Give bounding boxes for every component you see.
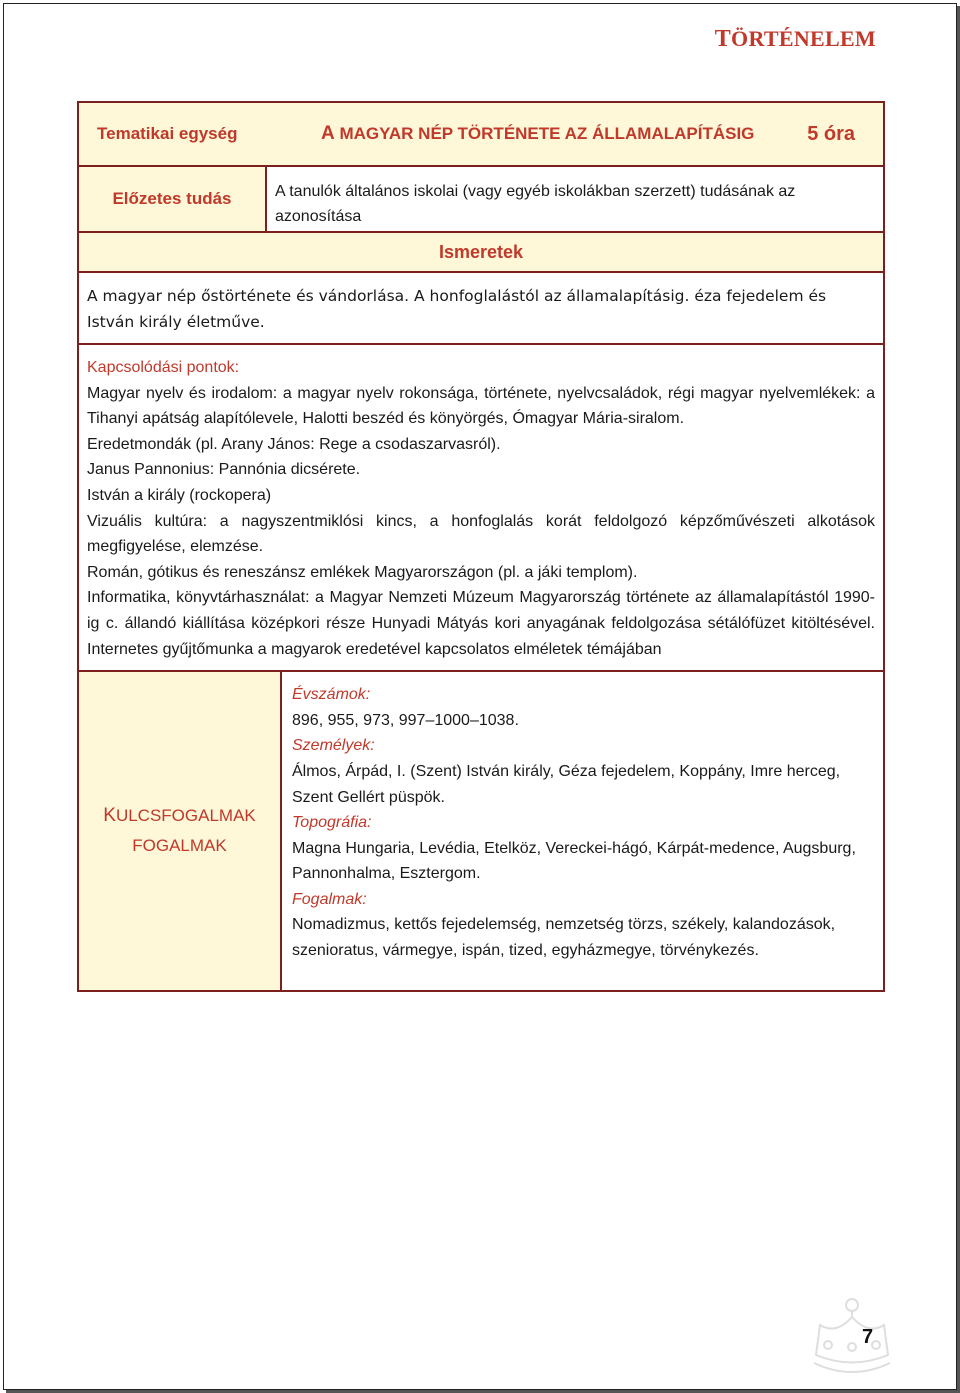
topography-label: Topográfia: (292, 814, 372, 832)
theme-hours: 5 óra (807, 122, 855, 145)
topography-text: Magna Hungaria, Levédia, Etelköz, Vereckei-hágó, Kárpát-medence, Augsburg, Pannonhalma, Esztergom. (292, 839, 856, 883)
key-concepts-row (79, 672, 883, 990)
theme-title (269, 123, 773, 145)
theme-label: Tematikai egység (97, 124, 238, 143)
connections-line: Informatika, könyvtárhasználat: a Magyar Nemzeti Múzeum Magyarország története az államalapítástól 1990-ig c. állandó kiállítása középkori része Hunyadi Mátyás kori anyagának feldolgozása sétálófüzet kitöltésével. Internetes gyűjtőmunka a magyarok eredetével kapcsolatos elméletek témájában (87, 589, 875, 658)
connections-line: Román, gótikus és reneszánsz emlékek Magyarországon (pl. a jáki templom). (87, 563, 638, 581)
prior-knowledge-text: A tanulók általános iskolai (vagy egyéb iskolákban szerzett) tudásának az azonosítása (275, 183, 796, 225)
knowledge-text-row (79, 273, 883, 345)
dates-text: 896, 955, 973, 997–1000–1038. (292, 711, 519, 729)
knowledge-heading: Ismeretek (438, 241, 524, 262)
connections-line: Magyar nyelv és irodalom: a magyar nyelv rokonsága, története, nyelvcsaládok, régi magyar nyelvemlékek: a Tihanyi apátság alapítólevele, Halotti beszéd és könyörgés, Ómagyar Mária-siralom. (87, 384, 875, 428)
prior-knowledge-row (79, 167, 883, 233)
connections-line: Vizuális kultúra: a nagyszentmiklósi kincs, a honfoglalás korát feldolgozó képzőművészeti alkotások megfigyelése, elemzése. (87, 512, 875, 556)
header-title-initial: T (714, 26, 732, 52)
key-concepts-initial: K (103, 805, 116, 827)
header-title-rest: ÖRTÉNELEM (731, 26, 876, 51)
theme-title-rest: MAGYAR NÉP TÖRTÉNETE AZ ÁLLAMALAPÍTÁSIG (334, 124, 755, 143)
persons-text: Álmos, Árpád, I. (Szent) István király, Géza fejedelem, Koppány, Imre herceg, Szent Gellért püspök. (292, 762, 841, 806)
persons-label: Személyek: (292, 737, 375, 755)
prior-knowledge-label: Előzetes tudás (79, 167, 267, 231)
connections-line: Eredetmondák (pl. Arany János: Rege a csodaszarvasról). (87, 435, 501, 453)
dates-label: Évszámok: (292, 686, 371, 704)
theme-title-initial: A (321, 123, 335, 144)
connections-line: István a király (rockopera) (87, 486, 272, 504)
connections-line: Janus Pannonius: Pannónia dicsérete. (87, 461, 361, 479)
key-concepts-label-line1 (103, 801, 256, 831)
curriculum-table (77, 101, 885, 992)
concepts-text: Nomadizmus, kettős fejedelemség, nemzetség törzs, székely, kalandozások, szenioratus, vármegye, ispán, tized, egyházmegye, törvénykezés. (292, 916, 836, 960)
key-concepts-rest: ULCSFOGALMAK (115, 806, 256, 826)
key-concepts-content (282, 672, 883, 990)
knowledge-text: A magyar nép őstörténete és vándorlása. A honfoglalástól az államalapításig. éza fejedelem és István király életműve. (87, 287, 827, 331)
crown-watermark-icon (806, 1295, 898, 1385)
header-title (715, 26, 876, 53)
key-concepts-label-line2: FOGALMAK (132, 836, 227, 856)
connections-row (79, 345, 883, 672)
page-number: 7 (862, 1326, 874, 1348)
theme-row (79, 103, 883, 167)
key-concepts-label (79, 672, 282, 990)
knowledge-heading-row (79, 233, 883, 273)
connections-heading: Kapcsolódási pontok: (87, 359, 240, 376)
concepts-label: Fogalmak: (292, 890, 367, 908)
